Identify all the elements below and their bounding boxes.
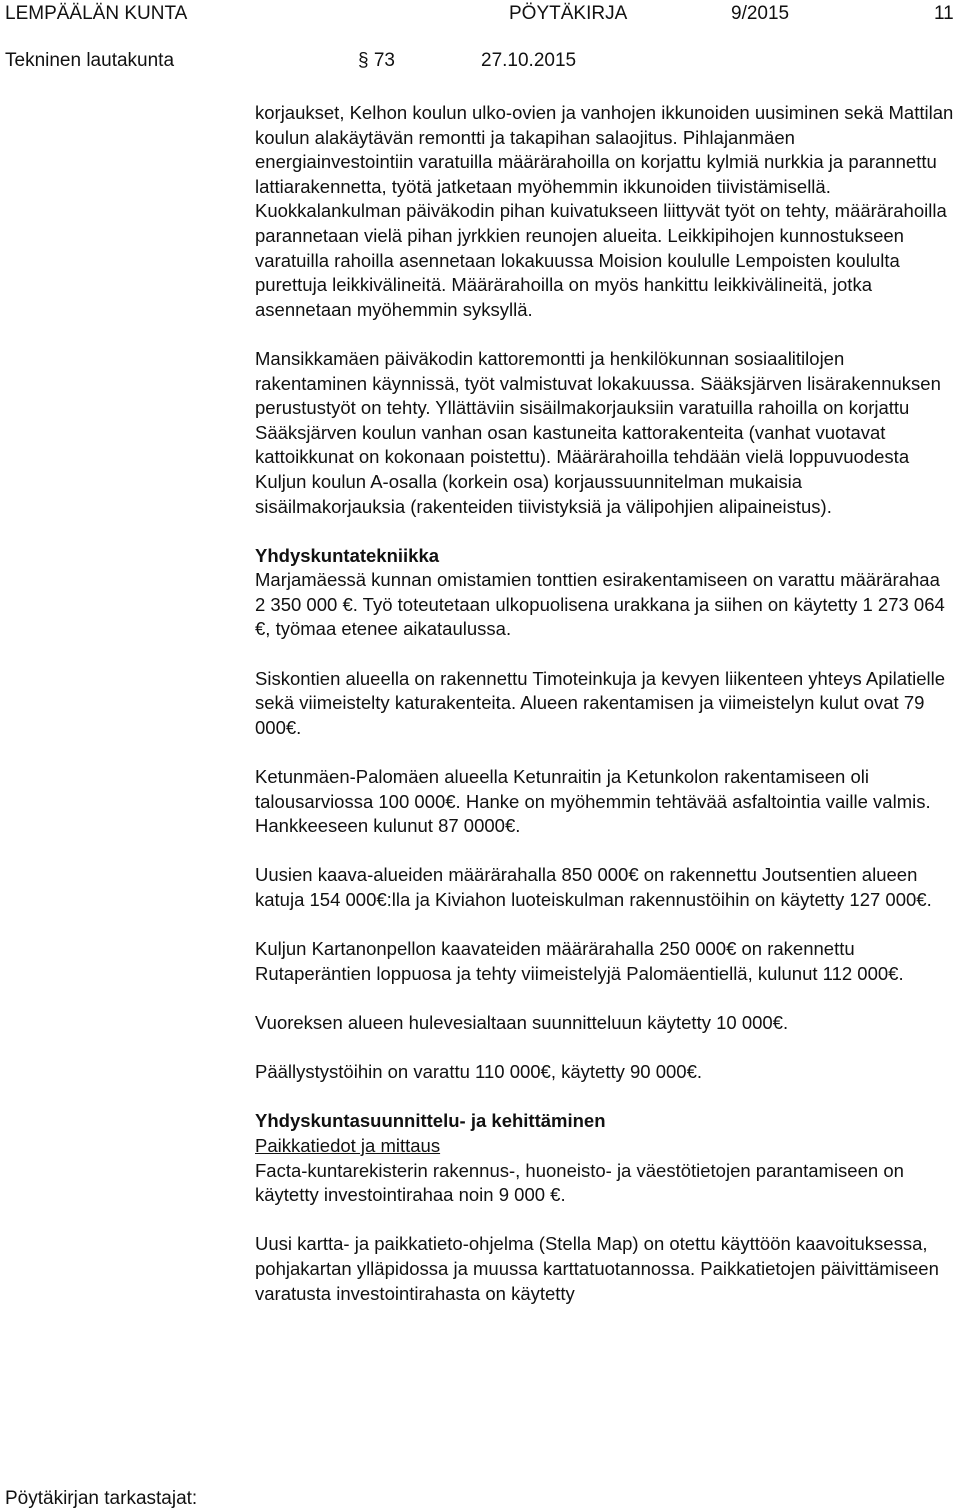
header-doc-number: 9/2015 [731,3,790,24]
header-doc-type: PÖYTÄKIRJA [509,3,628,24]
paragraph: Päällystystöihin on varattu 110 000€, käytetty 90 000€. [255,1061,703,1083]
header-committee: Tekninen lautakunta [5,50,175,71]
paragraph: Vuoreksen alueen hulevesialtaan suunnitteluun käytetty 10 000€. [255,1011,789,1033]
header-page-number: 11 [934,3,954,24]
header-date: 27.10.2015 [481,50,577,71]
paragraph: Uusi kartta- ja paikkatieto-ohjelma (Stella Map) on otettu käyttöön kaavoituksessa, pohjakartan ylläpidossa ja muussa karttatuotannossa. Paikkatietojen päivittämiseen varatusta investointirahasta on käytetty [255,1233,939,1304]
paragraph: Ketunmäen-Palomäen alueella Ketunraitin ja Ketunkolon rakentamiseen oli talousarviossa 100 000€. Hanke on myöhemmin tehtävää asfaltointia vaille valmis. Hankkeeseen kulunut 87 0000€. [255,766,931,837]
section-heading-yhdyskuntasuunnittelu: Yhdyskuntasuunnittelu- ja kehittäminen [255,1110,606,1132]
paragraph: Mansikkamäen päiväkodin kattoremontti ja henkilökunnan sosiaalitilojen rakentaminen käynnissä, työt valmistuvat lokakuussa. Sääksjärven lisärakennuksen perustustyöt on tehty. Yllättäviin sisäilmakorjauksiin varatuilla rahoilla on korjattu Sääksjärven koulun vanhan osan kastuneita kattorakenteita (vanhat vuotavat kattoikkunat on kokonaan poistettu). Määrärahoilla tehdään vielä loppuvuodesta Kuljun koulun A-osalla (korkein osa) korjaussuunnitelman mukaisia sisäilmakorjauksia (rakenteiden tiivistyksiä ja välipohjien alipaineistus). [255,347,941,517]
paragraph: Uusien kaava-alueiden määrärahalla 850 000€ on rakennettu Joutsentien alueen katuja 154 000€:lla ja Kiviahon luoteiskulman rakennustöihin on käytetty 127 000€. [255,864,932,910]
header-section: § 73 [358,50,395,71]
header-org: LEMPÄÄLÄN KUNTA [5,3,188,24]
document-body [255,101,955,1331]
paragraph: Marjamäessä kunnan omistamien tonttien esirakentamiseen on varattu määrärahaa 2 350 000 €. Työ toteutetaan ulkopuolisena urakkana ja siihen on käytetty 1 273 064 €, työmaa etenee aikataulussa. [255,569,945,640]
paragraph: Facta-kuntarekisterin rakennus-, huoneisto- ja väestötietojen parantamiseen on käytetty investointirahaa noin 9 000 €. [255,1159,904,1206]
paragraph: korjaukset, Kelhon koulun ulko-ovien ja vanhojen ikkunoiden uusiminen sekä Mattilan koulun alakäytävän remontti ja takapihan salaojitus. Pihlajanmäen energiainvestointiin varatuilla määrärahoilla on korjattu kylmiä nurkkia ja parannettu lattiarakennetta, työtä jatketaan myöhemmin ikkunoiden tiivistämisellä. Kuokkalankulman päiväkodin pihan kuivatukseen liittyvät työt on tehty, määrärahoilla parannetaan vielä pihan jyrkkien reunojen alueita. Leikkipihojen kunnostukseen varatuilla rahoilla asennetaan lokakuussa Moision koululle Lempoisten koululta purettuja leikkivälineitä. Määrärahoilla on myös hankittu leikkivälineitä, jotka asennetaan myöhemmin syksyllä. [255,102,954,320]
section-heading-yhdyskuntatekniikka: Yhdyskuntatekniikka [255,544,440,566]
paragraph: Siskontien alueella on rakennettu Timoteinkuja ja kevyen liikenteen yhteys Apilatielle sekä viimeistelty katurakenteita. Alueen rakentamisen ja viimeistelyn kulut ovat 79 000€. [255,667,946,738]
paragraph: Kuljun Kartanonpellon kaavateiden määrärahalla 250 000€ on rakennettu Rutaperäntien loppuosa ja tehty viimeistelyjä Palomäentiellä, kulunut 112 000€. [255,938,904,984]
subsection-heading-paikkatiedot: Paikkatiedot ja mittaus [255,1134,441,1156]
footer-inspectors-label: Pöytäkirjan tarkastajat: [5,1488,198,1509]
